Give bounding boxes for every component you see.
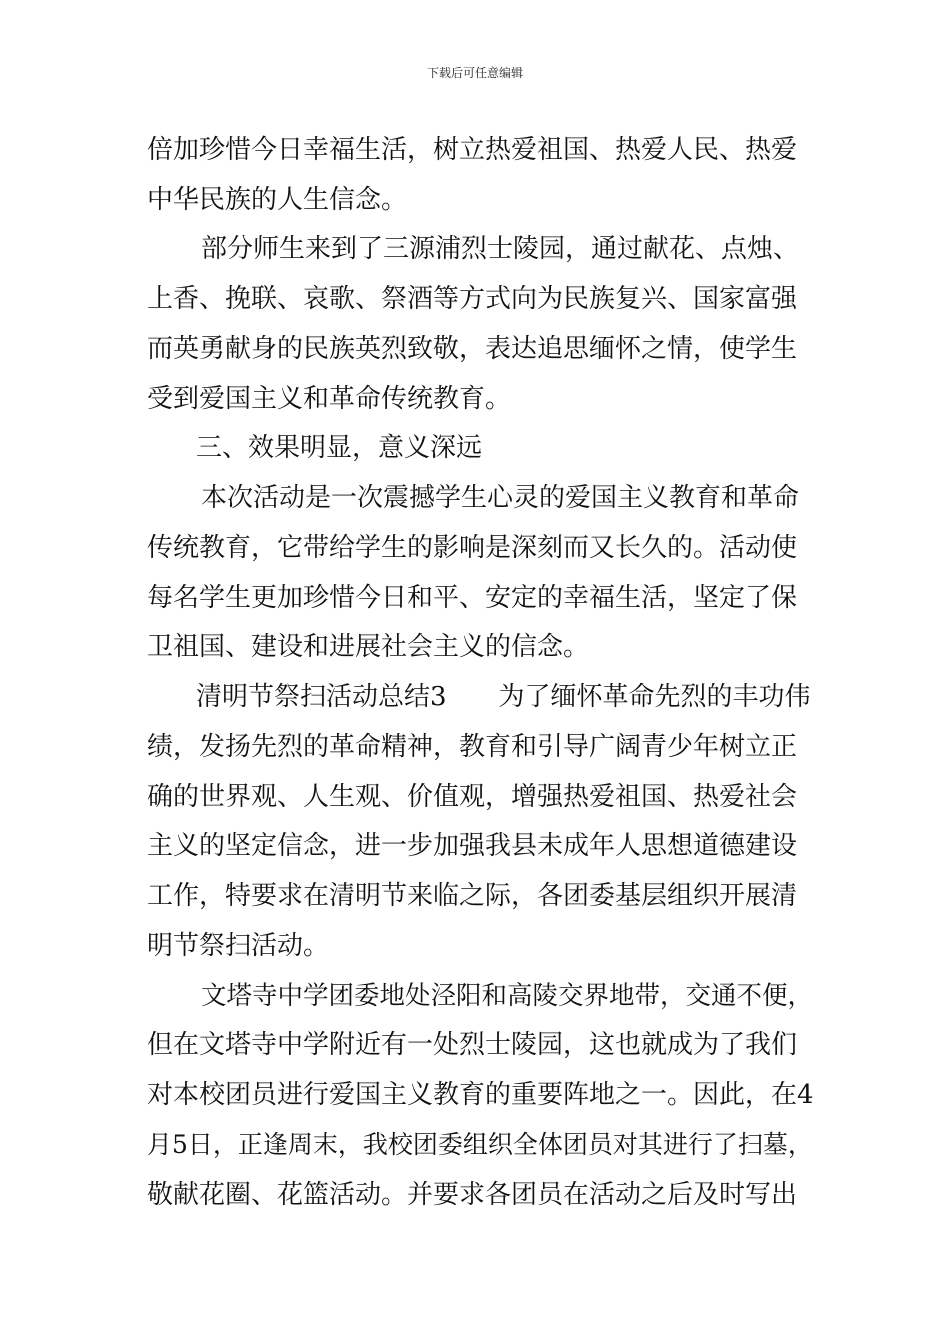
text-line: 文塔寺中学团委地处泾阳和高陵交界地带，交通不便， [201,981,814,1011]
section-heading: 三、效果明显，意义深远 [196,433,483,463]
text-line: 倍加珍惜今日幸福生活，树立热爱祖国、热爱人民、热爱 [147,135,798,165]
page-header: 下载后可任意编辑 [426,66,523,80]
text-line: 部分师生来到了三源浦烈士陵园，通过献花、点烛、 [201,234,800,264]
text-line: 绩，发扬先烈的革命精神，教育和引导广阔青少年树立正 [147,732,798,762]
text-line: 传统教育，它带给学生的影响是深刻而又长久的。活动使 [147,533,798,563]
text-line: 月5日，正逢周末，我校团委组织全体团员对其进行了扫墓， [147,1130,813,1159]
text-line: 上香、挽联、哀歌、祭酒等方式向为民族复兴、国家富强 [147,284,798,314]
text-line: 卫祖国、建设和进展社会主义的信念。 [147,632,590,662]
text-line: 敬献花圈、花篮活动。并要求各团员在活动之后及时写出 [147,1180,798,1210]
text-line: 而英勇献身的民族英烈致敬，表达追思缅怀之情，使学生 [147,334,798,364]
text-line: 清明节祭扫活动总结3 为了缅怀革命先烈的丰功伟 [196,682,811,712]
text-line: 工作，特要求在清明节来临之际，各团委基层组织开展清 [147,881,798,911]
text-line: 本次活动是一次震撼学生心灵的爱国主义教育和革命 [201,483,800,513]
text-line: 对本校团员进行爱国主义教育的重要阵地之一。因此，在4 [147,1080,814,1110]
text-line: 受到爱国主义和革命传统教育。 [147,384,512,414]
text-line: 主义的坚定信念，进一步加强我县未成年人思想道德建设 [147,831,798,861]
text-line: 每名学生更加珍惜今日和平、安定的幸福生活，坚定了保 [147,583,798,613]
text-line: 但在文塔寺中学附近有一处烈士陵园，这也就成为了我们 [147,1030,798,1060]
text-line: 确的世界观、人生观、价值观，增强热爱祖国、热爱社会 [147,782,798,812]
text-line: 中华民族的人生信念。 [147,185,408,215]
text-line: 明节祭扫活动。 [147,931,330,961]
